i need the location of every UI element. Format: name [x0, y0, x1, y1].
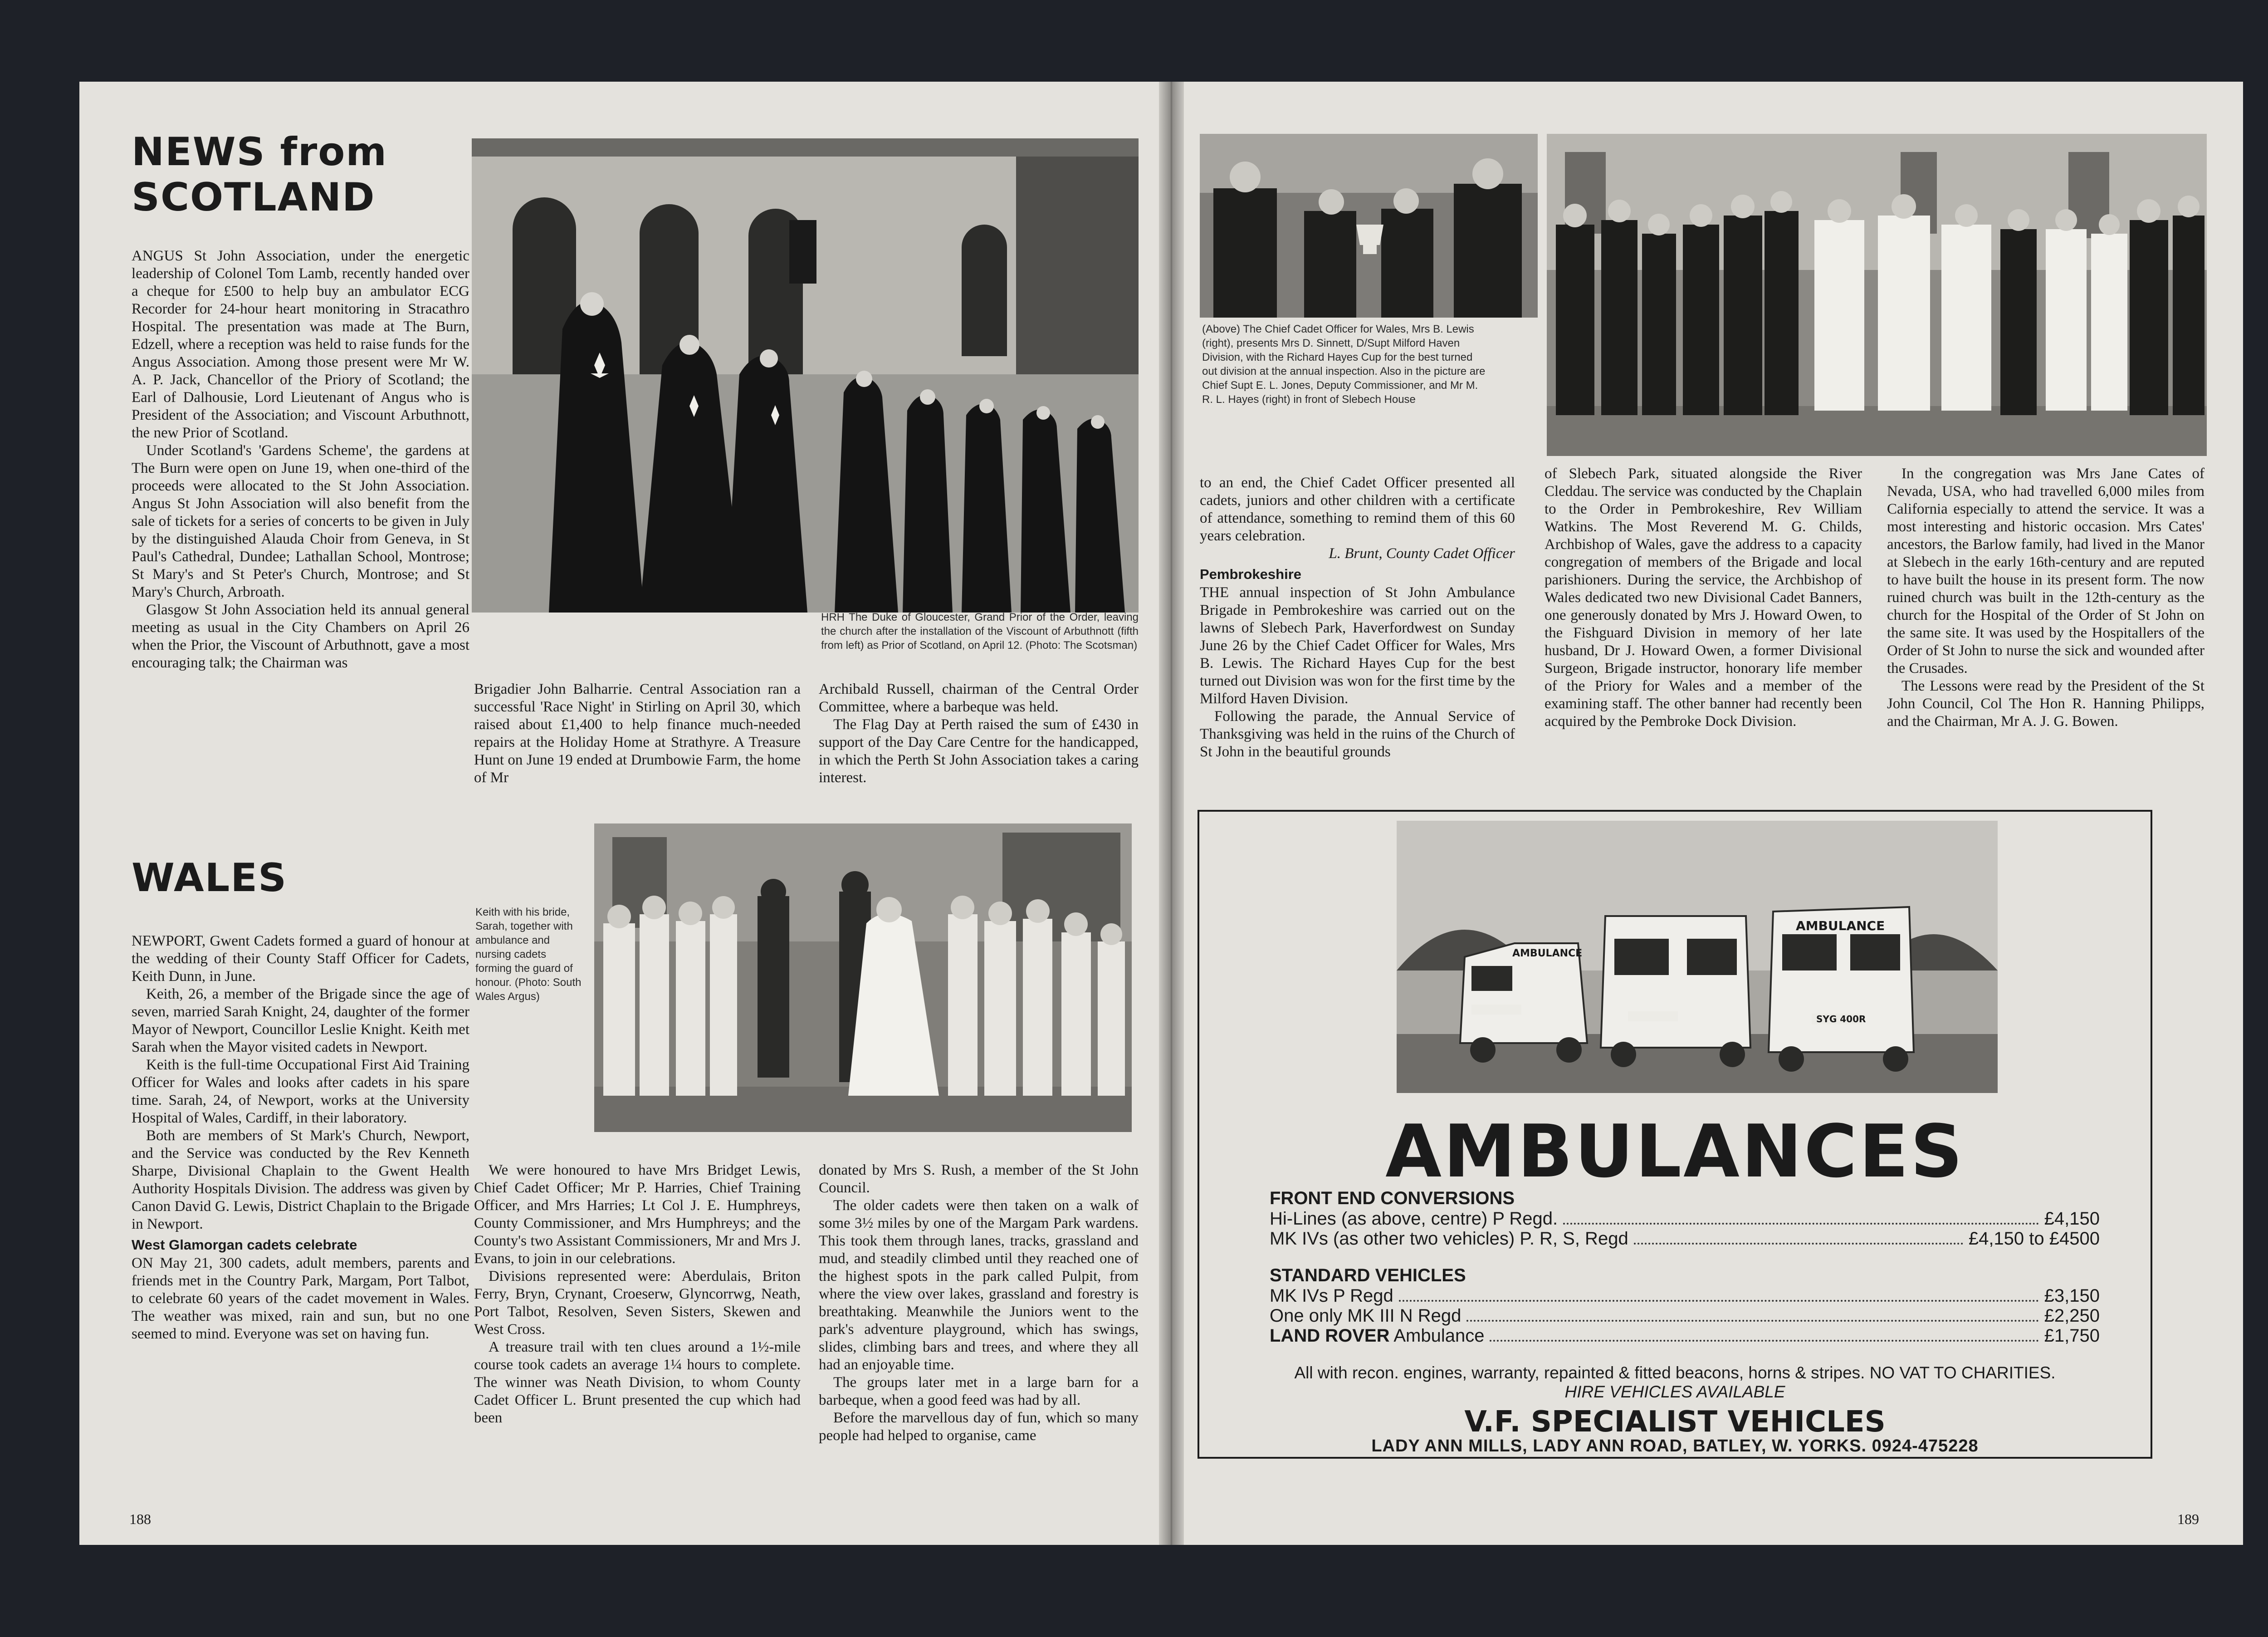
scotland-paragraph: Glasgow St John Association held its annual general meeting as usual in the City Chambers on April 26 when the Prior, the Viscount of Arbuthnott, gave a most encouraging talk; the Chairman was: [132, 602, 469, 671]
ad-item-label: One only MK III N Regd: [1270, 1306, 1461, 1326]
ad-item-price: £3,150: [2044, 1286, 2100, 1306]
wales-column-3: [819, 1162, 1139, 1445]
scotland-paragraph: Brigadier John Balharrie. Central Association ran a successful 'Race Night' in Stirling on April 30, which raised about £1,400 to help finance much-needed repairs at the Holiday Home at Strathyre. A Treasure Hunt on June 19 ended at Drumbowie Farm, the home of Mr: [474, 681, 801, 786]
ad-leader: [1466, 1320, 2038, 1322]
ad-price-row: [1270, 1229, 2100, 1249]
pembrokeshire-subhead: Pembrokeshire: [1200, 566, 1301, 582]
cup-presentation-photo: [1200, 134, 1538, 318]
wedding-photo: [594, 823, 1132, 1132]
service-group-photo: [1547, 134, 2207, 456]
wales-paragraph: Keith is the full-time Occupational First Aid Training Officer for Wales and looks after cadets in his spare time. Sarah, 24, of Newport, works at the University Hospital of Wales, Cardiff, in their laboratory.: [132, 1057, 469, 1126]
pembrokeshire-paragraph: of Slebech Park, situated alongside the River Cleddau. The service was conducted by the Chaplain to the Order in Pembrokeshire, Rev William Watkins. The Most Reverend M. G. Childs, Archbishop of Wales, gave the address to a capacity congregation of members of the Brigade and local parishioners. During the service, the Archbishop of Wales dedicated two new Divisional Cadet Banners, one generously donated by Mrs J. Howard Owen, to the Fishguard Division in memory of her late husband, Dr J. Howard Owen, a former Divisional Surgeon, Brigade instructor, honorary life member of the Priory for Wales and a member of the examining staff. The other banner had recently been acquired by the Pembroke Dock Division.: [1545, 466, 1862, 730]
scotland-paragraph: The Flag Day at Perth raised the sum of £430 in support of the Day Care Centre for the handicapped, in which the Perth St John Association takes a caring interest.: [819, 716, 1139, 786]
wales-paragraph: Both are members of St Mark's Church, Newport, and the Service was conducted by the Rev Kenneth Sharpe, Divisional Chaplain to the Gwent Health Authority Hospitals Division. The address was given by Canon David G. Lewis, District Chaplain to the Brigade in Newport.: [132, 1127, 469, 1232]
wales-paragraph: Keith, 26, a member of the Brigade since the age of seven, married Sarah Knight, 24, daughter of the former Mayor of Newport, Councillor Leslie Knight. Keith met Sarah when the Mayor visited cadets in Newport.: [132, 986, 469, 1055]
pembrokeshire-column-3: [1887, 465, 2204, 730]
procession-photo: [472, 138, 1139, 613]
scotland-heading-line1: NEWS from: [132, 129, 387, 175]
ambulance-sign-right: AMBULANCE: [1796, 918, 1885, 933]
page-gutter: [1159, 82, 1184, 1545]
wales-paragraph: NEWPORT, Gwent Cadets formed a guard of honour at the wedding of their County Staff Officer for Cadets, Keith Dunn, in June.: [132, 933, 469, 985]
scotland-paragraph: Archibald Russell, chairman of the Central Order Committee, where a barbeque was held.: [819, 681, 1139, 715]
ad-item-label: Ambulance: [1389, 1326, 1485, 1346]
ambulance-advertisement: [1198, 810, 2152, 1459]
wales-paragraph: to an end, the Chief Cadet Officer presented all cadets, juniors and other children with a certificate of attendance, something to remind them of this 60 years celebration.: [1200, 475, 1515, 544]
wales-paragraph: Divisions represented were: Aberdulais, Briton Ferry, Bryn, Crynant, Croeserw, Glyncorrwg, Neath, Port Talbot, Resolven, Seven Sisters, Skewen and West Cross.: [474, 1268, 801, 1338]
ad-item-price: £4,150 to £4500: [1968, 1229, 2100, 1249]
ad-section-front-end: FRONT END CONVERSIONS: [1270, 1188, 1515, 1208]
page-number-left: 188: [129, 1511, 151, 1527]
pembrokeshire-paragraph: THE annual inspection of St John Ambulance Brigade in Pembrokeshire was carried out on the lawns of Slebech Park, Haverfordwest on Sunday June 26 by the Chief Cadet Officer for Wales, Mrs B. Lewis. The Richard Hayes Cup for the best turned out Division was won for the first time by the Milford Haven Division.: [1200, 584, 1515, 707]
wales-paragraph: ON May 21, 300 cadets, adult members, parents and friends met in the Country Park, Margam, Port Talbot, to celebrate 60 years of the cadet movement in Wales. The weather was mixed, rain and sun, but no one seemed to mind. Everyone was set on having fun.: [132, 1255, 469, 1342]
wales-heading: WALES: [132, 855, 288, 901]
ad-leader: [1563, 1223, 2039, 1225]
scotland-column-1: [132, 247, 469, 672]
ad-item-label: MK IVs (as other two vehicles) P. R, S, Regd: [1270, 1229, 1628, 1249]
pembrokeshire-paragraph: The Lessons were read by the President of the St John Council, Col The Hon R. Hanning Philipps, and the Chairman, Mr A. J. G. Bowen.: [1887, 678, 2204, 730]
ad-item-label: MK IVs P Regd: [1270, 1286, 1393, 1306]
west-glamorgan-subhead: West Glamorgan cadets celebrate: [132, 1237, 357, 1253]
ad-item-label: Hi-Lines (as above, centre) P Regd.: [1270, 1209, 1558, 1229]
wales-paragraph: The older cadets were then taken on a walk of some 3½ miles by one of the Margam Park wardens. This took them through lanes, tracks, grassland and mud, and steadily climbed until they reached one of the highest spots in the park called Pulpit, from where the view over lakes, grassland and forestry is breathtaking. Meanwhile the Juniors went to the park's adventure playground, which has swings, slides, climbing bars and trees, and where they all had an enjoyable time.: [819, 1197, 1139, 1373]
ad-price-row: [1270, 1326, 2100, 1346]
wales-paragraph: We were honoured to have Mrs Bridget Lewis, Chief Cadet Officer; Mr P. Harries, Chief Training Officer, and Mrs Harries; Lt Col J. E. Humphreys, County Commissioner, and Mrs Humphreys; and the County's two Assistant Commissioners, Mr and Mrs J. Evans, to join in our celebrations.: [474, 1162, 801, 1267]
wedding-photo-caption: Keith with his bride, Sarah, together with ambulance and nursing cadets forming the guard of honour. (Photo: South Wales Argus): [475, 906, 582, 1003]
number-plate: SYG 400R: [1816, 1014, 1866, 1024]
wales-paragraph: donated by Mrs S. Rush, a member of the St John Council.: [819, 1162, 1139, 1196]
ad-company-name: V.F. SPECIALIST VEHICLES: [1464, 1405, 1886, 1439]
ad-price-row: [1270, 1306, 2100, 1326]
wales-paragraph: The groups later met in a large barn for a barbeque, when a good feed was had by all.: [819, 1374, 1139, 1408]
ad-address: LADY ANN MILLS, LADY ANN ROAD, BATLEY, W. YORKS. 0924-475228: [1371, 1436, 1979, 1456]
wales-column-2: [474, 1162, 801, 1427]
article-signature: L. Brunt, County Cadet Officer: [1329, 545, 1515, 562]
ad-hire-note: HIRE VEHICLES AVAILABLE: [1564, 1382, 1785, 1401]
ad-section-standard: STANDARD VEHICLES: [1270, 1265, 1466, 1285]
scotland-column-3: [819, 681, 1139, 787]
scotland-heading: [132, 129, 387, 220]
procession-photo-caption: HRH The Duke of Gloucester, Grand Prior of the Order, leaving the church after the installation of the Viscount of Arbuthnott (fifth from left) as Prior of Scotland, on April 12. (Photo: The Scotsman): [821, 611, 1139, 652]
ad-item-price: £2,250: [2044, 1306, 2100, 1326]
ad-title: AMBULANCES: [1385, 1109, 1965, 1194]
ad-leader: [1634, 1243, 1963, 1245]
wales-paragraph: Before the marvellous day of fun, which so many people had helped to organise, came: [819, 1410, 1139, 1444]
ad-note: All with recon. engines, warranty, repainted & fitted beacons, horns & stripes. NO VAT TO CHARITIES.: [1294, 1363, 2056, 1382]
ad-price-row: [1270, 1286, 2100, 1306]
pembrokeshire-paragraph: Following the parade, the Annual Service of Thanksgiving was held in the ruins of the Church of St John in the beautiful grounds: [1200, 708, 1515, 760]
ad-item-label-bold: LAND ROVER: [1270, 1326, 1390, 1346]
ad-leader: [1490, 1340, 2038, 1342]
scotland-column-2: [474, 681, 801, 787]
ambulance-sign-left: AMBULANCE: [1512, 948, 1583, 959]
ad-item-price: £1,750: [2044, 1326, 2100, 1346]
pembrokeshire-paragraph: In the congregation was Mrs Jane Cates of Nevada, USA, who had travelled 6,000 miles from California especially to attend the service. It was a most interesting and historic occasion. Mrs Cates' ancestors, the Barlow family, had lived in the Manor at Slebech in the early 16th-century and are reputed to have built the house in its present form. The now ruined church was built in the 12th-century as the church for the Hospital of the Order of St John on the same site. It was used by the Hospitallers of the Order of St John to nurse the sick and wounded after the Crusades.: [1887, 466, 2204, 676]
wales-column-1: [132, 932, 469, 1343]
ambulances-photo: [1397, 821, 1998, 1093]
wales-paragraph: A treasure trail with ten clues around a 1½-mile course took cadets an average 1¼ hours to complete. The winner was Neath Division, to whom County Cadet Officer L. Brunt presented the cup which had been: [474, 1339, 801, 1426]
pembrokeshire-column-2: [1545, 465, 1862, 730]
scotland-paragraph: Under Scotland's 'Gardens Scheme', the gardens at The Burn were open on June 19, when one-third of the proceeds were allocated to the St John Association. Angus St John Association will also benefit from the sale of tickets for a series of concerts to be given in July by the distinguished Alauda Choir from Geneva, in St Paul's Cathedral, Dundee; Lathallan School, Montrose; St Mary's and St Peter's Church, Montrose; and St Mary's Church, Arbroath.: [132, 442, 469, 600]
cup-photo-caption: (Above) The Chief Cadet Officer for Wales, Mrs B. Lewis (right), presents Mrs D. Sinnett, D/Supt Milford Haven Division, with the Richard Hayes Cup for the best turned out division at the annual inspection. Also in the picture are Chief Supt E. L. Jones, Deputy Commissioner, and Mr M. R. L. Hayes (right) in front of Slebech House: [1202, 323, 1486, 406]
scotland-heading-line2: SCOTLAND: [132, 175, 376, 220]
page-number-right: 189: [2177, 1511, 2199, 1527]
pembrokeshire-column-1: [1200, 474, 1515, 761]
scotland-paragraph: ANGUS St John Association, under the energetic leadership of Colonel Tom Lamb, recently handed over a cheque for £500 to help buy an ambulator ECG Recorder for 24-hour heart monitoring in Stracathro Hospital. The presentation was made at The Burn, Edzell, where a reception was held to raise funds for the Angus Association. Among those present were Mr W. A. P. Jack, Chancellor of the Priory of Scotland; the Earl of Dalhousie, Lord Lieutenant of Angus who is President of the Association; and Viscount Arbuthnott, the new Prior of Scotland.: [132, 248, 469, 441]
ad-leader: [1399, 1300, 2039, 1302]
ad-price-row: [1270, 1209, 2100, 1229]
ad-item-price: £4,150: [2044, 1209, 2100, 1229]
